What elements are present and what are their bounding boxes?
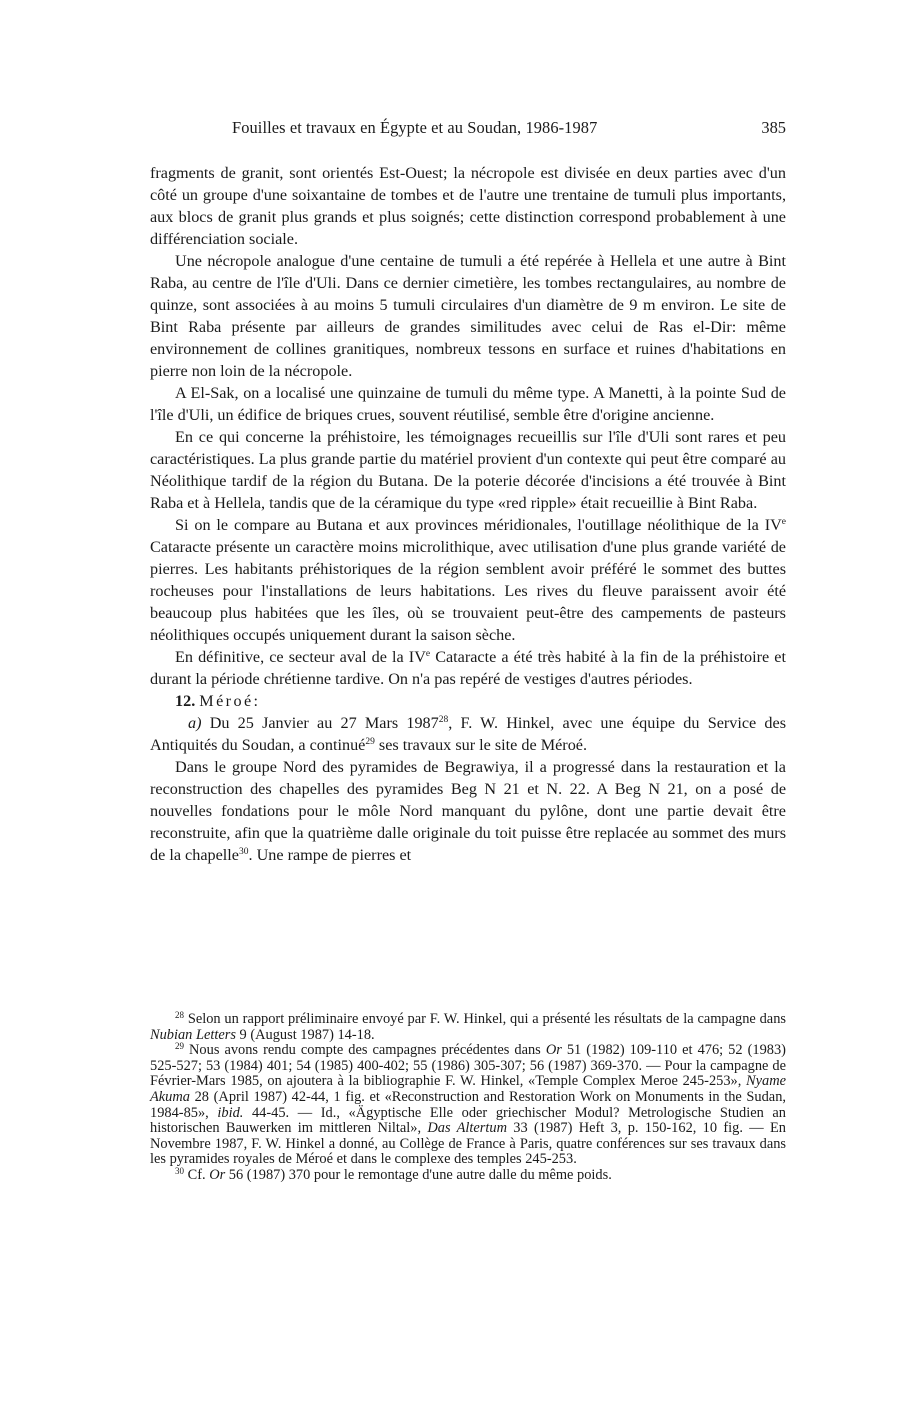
footnote-28 — [150, 1012, 786, 1043]
paragraph-7-text-b: , F. W. Hinkel, avec une équipe du Service des Antiquités du Soudan, a continué — [150, 714, 787, 754]
footnote-30-text-b: 56 (1987) 370 pour le remontage d'une autre dalle du même poids. — [225, 1166, 612, 1183]
page-number: 385 — [761, 118, 786, 137]
footnote-29-italic-or: Or — [545, 1042, 562, 1059]
superscript-e: e — [781, 517, 786, 527]
footnotes — [150, 1012, 786, 1184]
paragraph-5-text-a: Si on le compare au Butana et aux provinces méridionales, l'outillage néolithique de la IV — [175, 516, 782, 534]
footnote-28-text-a: Selon un rapport préliminaire envoyé par F. W. Hinkel, qui a présenté les résultats de la campagne dans — [184, 1011, 786, 1027]
paragraph-7-text-a: Du 25 Janvier au 27 Mars 1987 — [201, 714, 439, 732]
paragraph-8-text-b: . Une rampe de pierres et — [248, 846, 412, 864]
footnote-30-italic-or: Or — [209, 1166, 226, 1183]
footnote-29-text-d: 44-45. — Id., «Ägyptische Elle oder griechischer Modul? Metrologische Studien an historischen Bauwerken im mittleren Niltal», — [150, 1104, 786, 1137]
paragraph-7-text-c: ses travaux sur le site de Méroé. — [374, 736, 588, 754]
footnote-29-text-b: 51 (1982) 109-110 et 476; 52 (1983) 525-527; 53 (1984) 401; 54 (1985) 400-402; 55 (1986) 305-307; 56 (1987) 369-370. — Pour la campagne de Février-Mars 1985, on ajoutera à la bibliographie F. W. Hinkel, «Temple Complex Meroe 245-253», — [150, 1042, 786, 1090]
paragraph-4: En ce qui concerne la préhistoire, les témoignages recueillis sur l'île d'Uli sont rares et peu caractéristiques. La plus grande partie du matériel provient d'un contexte qui peut être comparé au Néolithique tardif de la région du Butana. De la poterie décorée d'incisions a été trouvée à Bint Raba et à Hellela, tandis que de la céramique du type «red ripple» était recueillie à Bint Raba. — [150, 428, 786, 512]
footnote-ref-29[interactable]: 29 — [365, 737, 375, 747]
paragraph-6 — [150, 646, 786, 690]
paragraph-2: Une nécropole analogue d'une centaine de tumuli a été repérée à Hellela et une autre à Bint Raba, au centre de l'île d'Uli. Dans ce dernier cimetière, les tombes rectangulaires, au nombre de quinze, sont associées à au moins 5 tumuli circulaires d'un diamètre de 9 m environ. Le site de Bint Raba présente par ailleurs de grandes similitudes avec celui de Ras el-Dir: même environnement de collines granitiques, nombreux tessons en surface et ruines d'habitations en pierre non loin de la nécropole. — [150, 252, 786, 380]
paragraph-6-text-a: En définitive, ce secteur aval de la IV — [175, 648, 426, 666]
running-header — [150, 118, 786, 142]
paragraph-7-label: a) — [188, 714, 202, 732]
footnote-29-italic-nyame: Nyame Akuma — [150, 1073, 786, 1105]
footnote-28-text-b: 9 (August 1987) 14-18. — [235, 1026, 375, 1043]
paragraph-8 — [150, 756, 786, 866]
footnote-number: 30 — [175, 1165, 184, 1176]
paragraph-5 — [150, 514, 786, 646]
paragraph-7 — [150, 712, 786, 756]
section-heading — [150, 690, 786, 712]
footnote-number: 28 — [175, 1010, 184, 1020]
paragraph-1: fragments de granit, sont orientés Est-Ouest; la nécropole est divisée en deux parties avec d'un côté un groupe d'une soixantaine de tombes et de l'autre une trentaine de tumuli plus importants, aux blocs de granit plus grands et plus soignés; cette distinction correspond probablement à une différenciation sociale. — [150, 164, 786, 248]
section-number: 12. — [175, 692, 196, 710]
paragraph-6-text-b: Cataracte a été très habité à la fin de la préhistoire et durant la période chrétienne tardive. On n'a pas repéré de vestiges d'autres périodes. — [150, 648, 786, 688]
footnote-ref-30[interactable]: 30 — [238, 847, 249, 857]
footnote-29-text-e: 33 (1987) Heft 3, p. 150-162, 10 fig. — En Novembre 1987, F. W. Hinkel a donné, au Collège de France à Paris, quatre conférences sur ses travaux dans les pyramides royales de Méroé et dans le complexe des temples 245-253. — [150, 1120, 786, 1168]
section-title: Méroé: — [199, 692, 261, 710]
footnote-30-text-a: Cf. — [184, 1166, 210, 1183]
footnote-29-italic-altertum: Das Altertum — [427, 1120, 507, 1137]
footnote-29 — [150, 1043, 786, 1168]
footnote-28-italic: Nubian Letters — [150, 1026, 236, 1043]
paragraph-5-text-b: Cataracte présente un caractère moins microlithique, avec utilisation d'une plus grande variété de pierres. Les habitants préhistoriques de la région semblent avoir préféré le sommet des buttes rocheuses pour l'installations de leurs habitations. Les rives du fleuve paraissent avoir été beaucoup plus habitées que les îles, où se trouvaient peut-être des campements de pasteurs néolithiques occupés uniquement durant la saison sèche. — [150, 538, 786, 644]
paragraph-8-text-a: Dans le groupe Nord des pyramides de Begrawiya, il a progressé dans la restauration et la reconstruction des chapelles des pyramides Beg N 21 et N. 22. A Beg N 21, on a posé de nouvelles fondations pour le môle Nord manquant du pylône, dont une partie devait être reconstruite, afin que la quatrième dalle originale du toit puisse être replacée au sommet des murs de la chapelle — [150, 758, 786, 864]
footnote-29-text-c: 28 (April 1987) 42-44, 1 fig. et «Reconstruction and Restoration Work on Monuments in the Sudan, 1984-85», — [150, 1088, 786, 1121]
body-text — [150, 162, 786, 866]
superscript-e: e — [425, 649, 431, 659]
footnote-29-text-a: Nous avons rendu compte des campagnes précédentes dans — [184, 1042, 546, 1059]
paragraph-3: A El-Sak, on a localisé une quinzaine de tumuli du même type. A Manetti, à la pointe Sud de l'île d'Uli, un édifice de briques crues, souvent réutilisé, semble être d'origine ancienne. — [150, 384, 786, 424]
footnote-29-italic-ibid: ibid. — [217, 1104, 244, 1121]
running-title: Fouilles et travaux en Égypte et au Soudan, 1986-1987 — [232, 118, 598, 137]
footnote-number: 29 — [175, 1041, 184, 1052]
footnote-30 — [150, 1165, 786, 1184]
footnote-ref-28[interactable]: 28 — [438, 715, 449, 725]
